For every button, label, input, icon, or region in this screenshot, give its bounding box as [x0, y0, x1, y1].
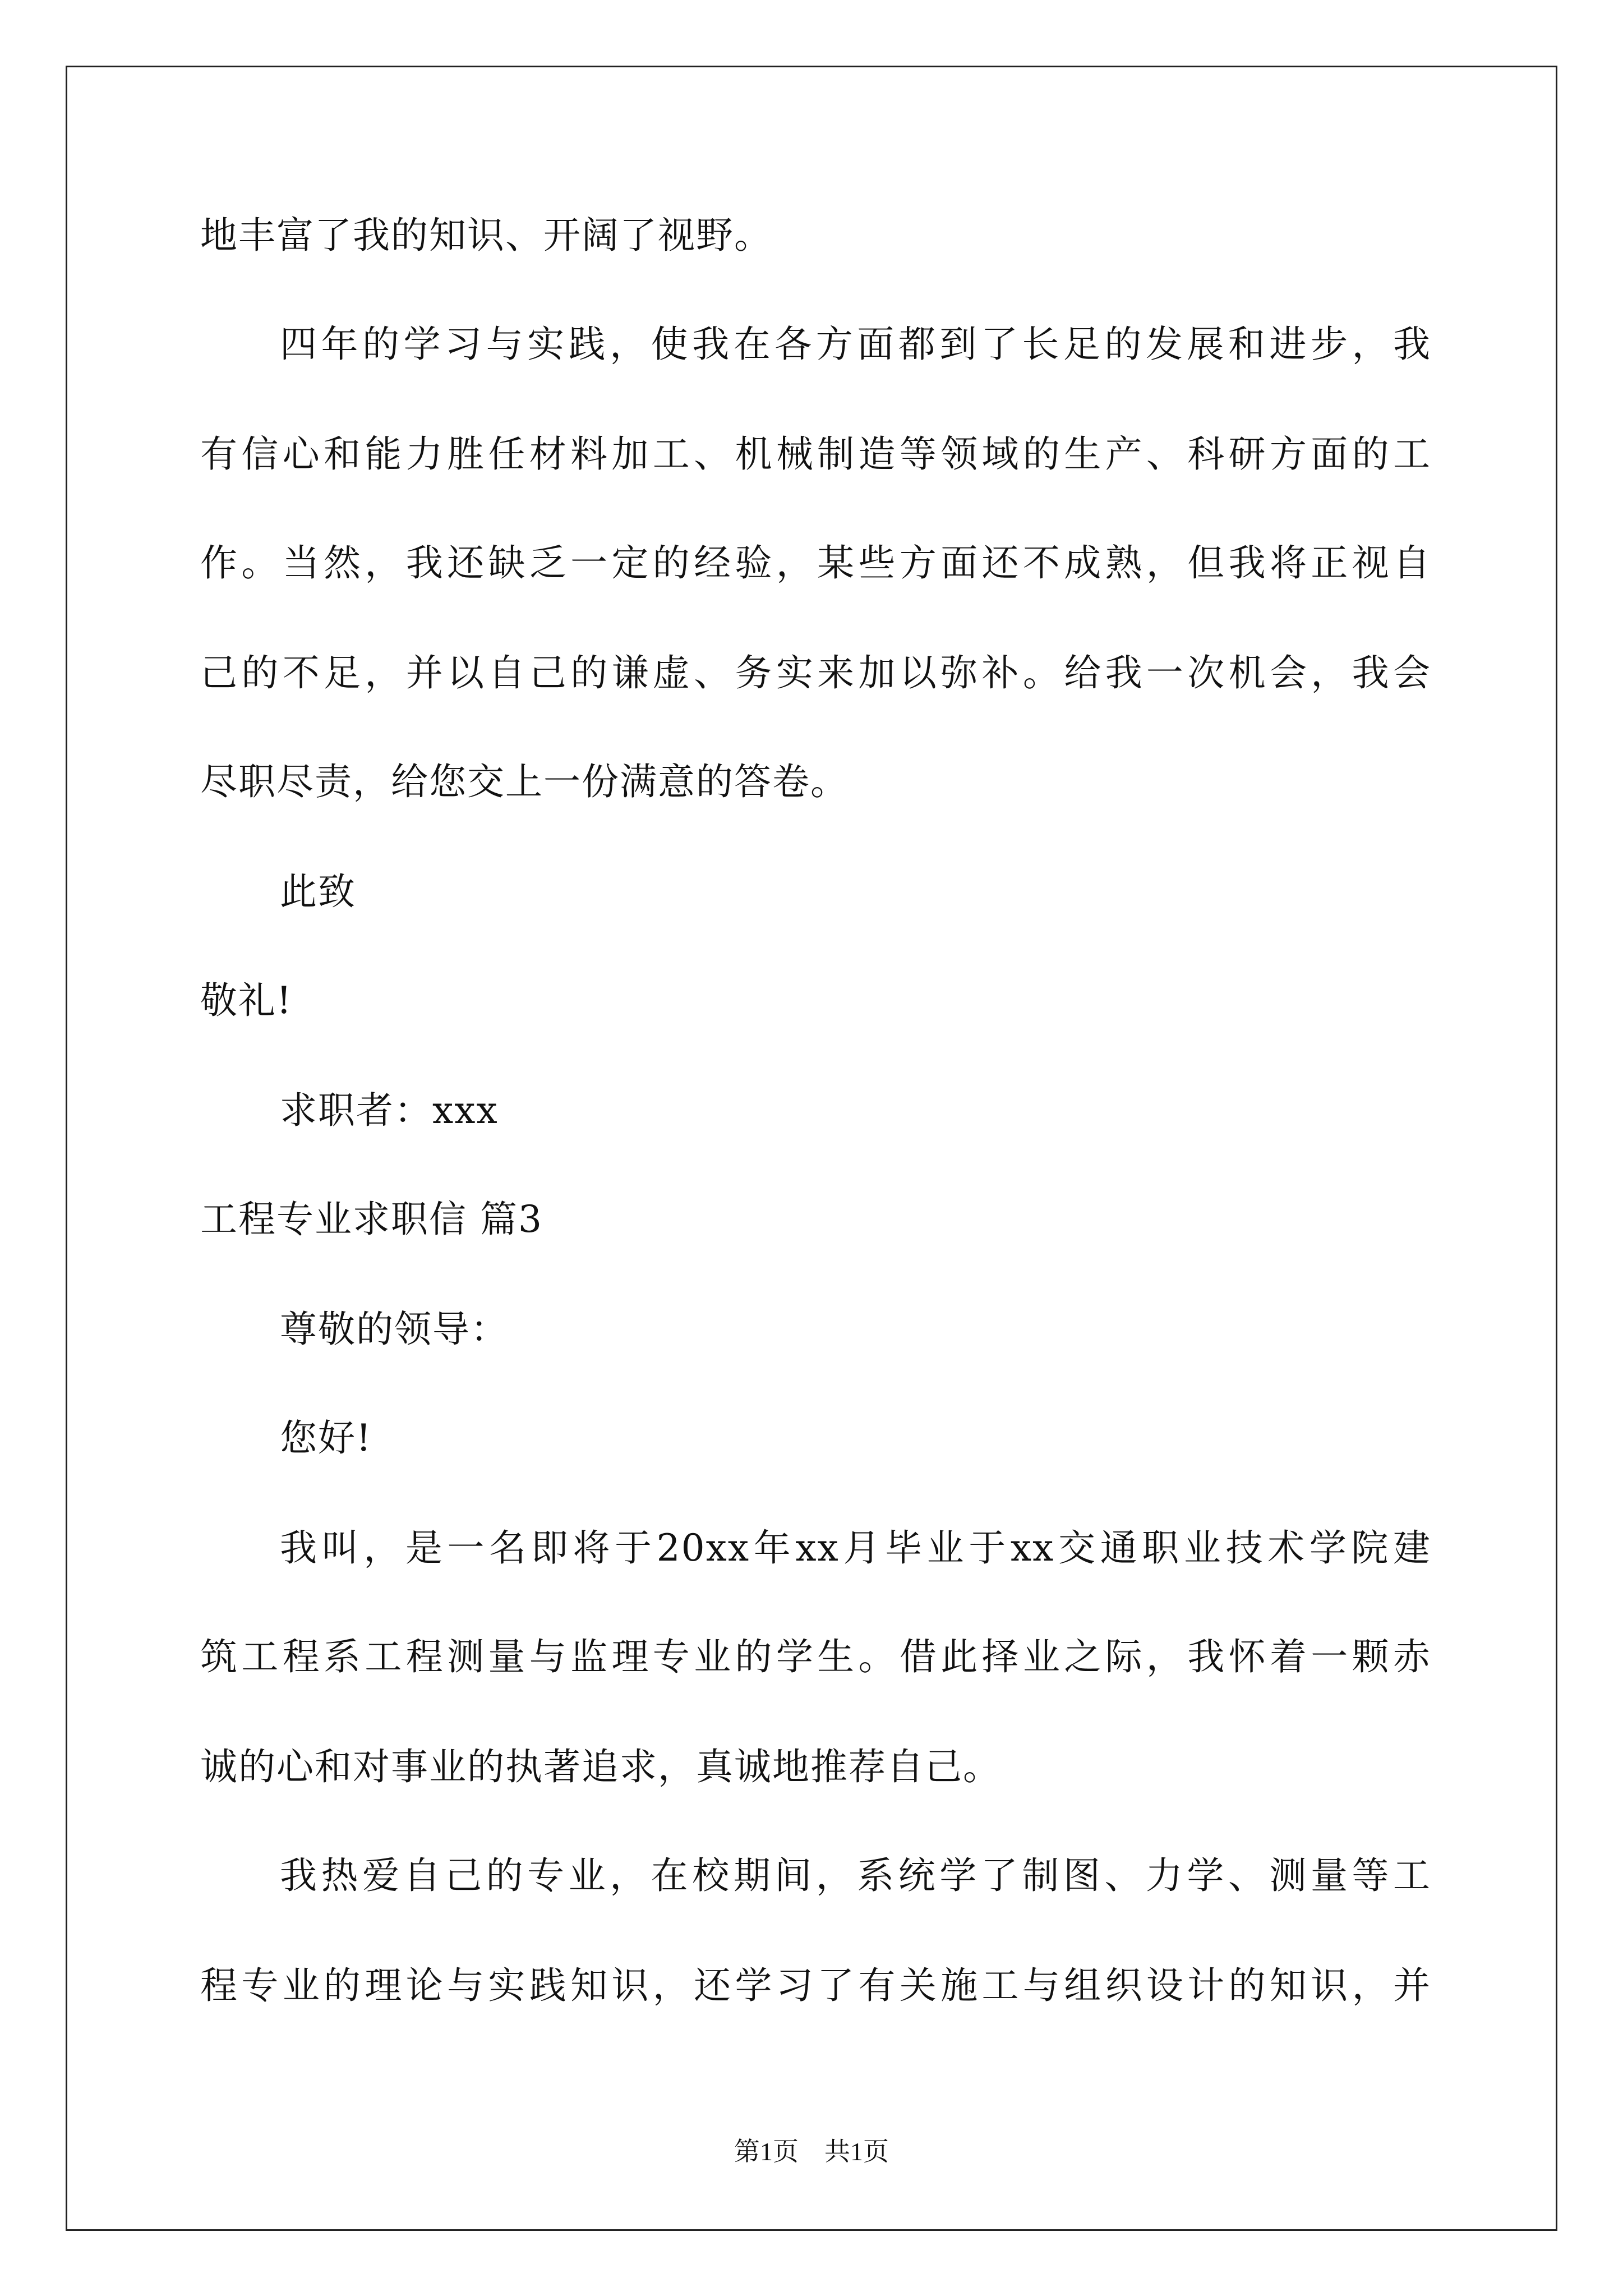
greeting-line: 尊敬的领导：	[280, 1308, 509, 1351]
closing-salutation: 此致	[280, 870, 356, 913]
paragraph-line: 四年的学习与实践，使我在各方面都到了长足的发展和进步，我	[280, 323, 1431, 366]
paragraph-line: 诚的心和对事业的执著追求，真诚地推荐自己。	[200, 1745, 1001, 1788]
closing-regards: 敬礼!	[200, 979, 293, 1022]
signature-line: 求职者：xxx	[280, 1089, 499, 1132]
paragraph-line: 程专业的理论与实践知识，还学习了有关施工与组织设计的知识，并	[200, 1964, 1431, 2007]
paragraph-line: 我热爱自己的专业，在校期间，系统学了制图、力学、测量等工	[280, 1854, 1431, 1897]
paragraph-line: 筑工程系工程测量与监理专业的学生。借此择业之际，我怀着一颗赤	[200, 1635, 1431, 1678]
paragraph-line: 我叫，是一名即将于20xx年xx月毕业于xx交通职业技术学院建	[280, 1526, 1431, 1570]
paragraph-line: 己的不足，并以自己的谦虚、务实来加以弥补。给我一次机会，我会	[200, 651, 1431, 694]
paragraph-line: 有信心和能力胜任材料加工、机械制造等领域的生产、科研方面的工	[200, 432, 1431, 476]
greeting-line: 您好!	[280, 1416, 372, 1460]
page-border	[66, 66, 1557, 2231]
paragraph-line: 作。当然，我还缺乏一定的经验，某些方面还不成熟，但我将正视自	[200, 541, 1431, 585]
page-footer: 第1页 共1页	[734, 2137, 889, 2166]
paragraph-line: 地丰富了我的知识、开阔了视野。	[200, 214, 772, 257]
paragraph-line: 尽职尽责，给您交上一份满意的答卷。	[200, 760, 849, 803]
section-heading: 工程专业求职信 篇3	[200, 1198, 543, 1241]
